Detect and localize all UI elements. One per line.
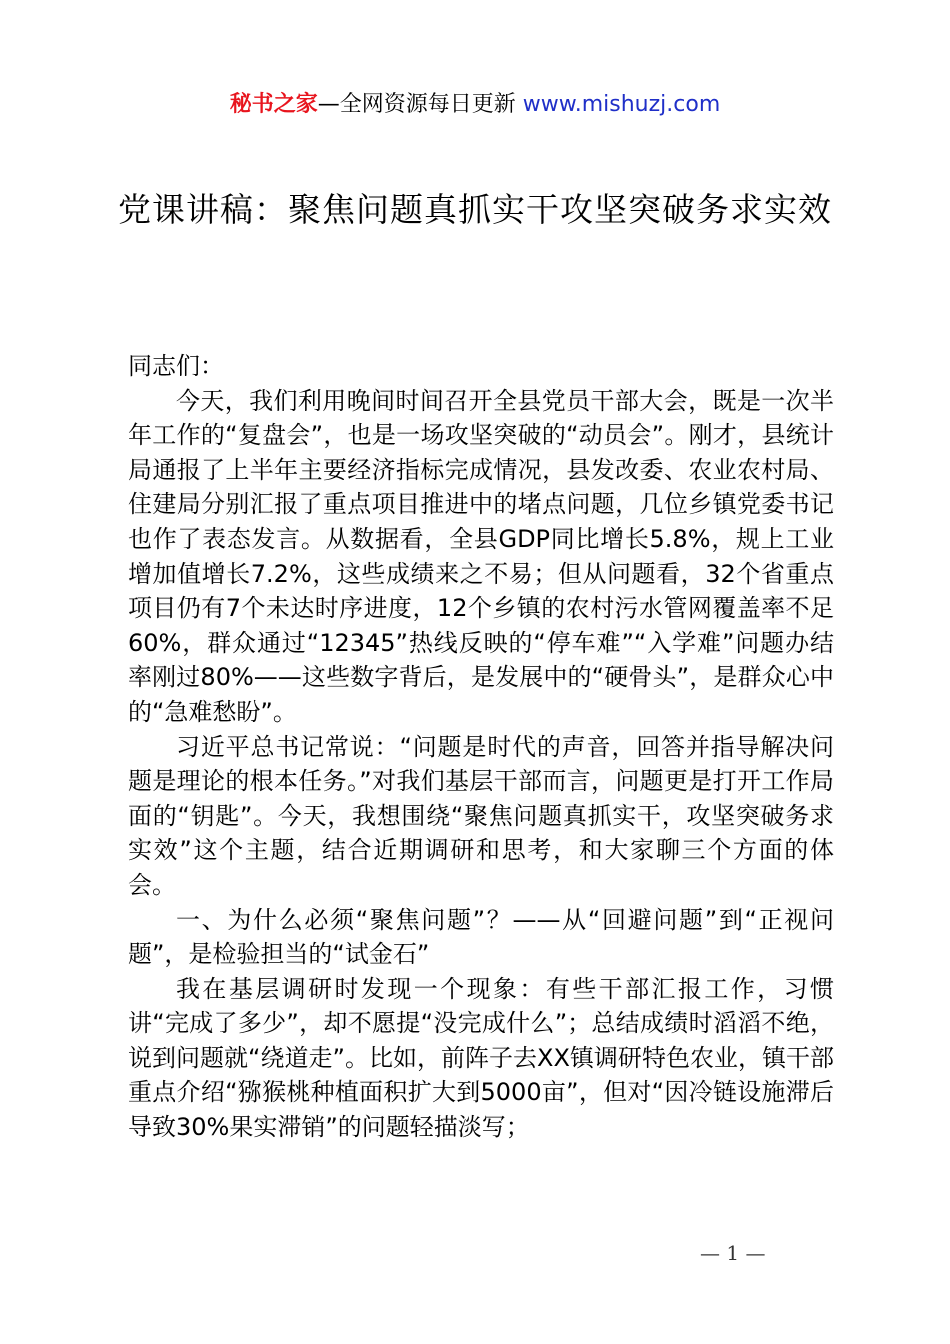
document-body <box>128 349 834 1145</box>
document-title: 党课讲稿：聚焦问题真抓实干攻坚突破务求实效 <box>118 190 832 229</box>
brand-name: 秘书之家 <box>229 92 318 117</box>
paragraph-3: 我在基层调研时发现一个现象：有些干部汇报工作，习惯讲“完成了多少”，却不愿提“没完成什么”；总结成绩时滔滔不绝，说到问题就“绕道走”。比如，前阵子去XX镇调研特色农业，镇干部重点介绍“猕猴桃种植面积扩大到5000亩”，但对“因冷链设施滞后导致30%果实滞销”的问题轻描淡写； <box>128 974 834 1142</box>
salutation: 同志们： <box>128 352 224 380</box>
banner-slogan: —全网资源每日更新 <box>317 92 516 117</box>
section-heading-1: 一、为什么必须“聚焦问题”？——从“回避问题”到“正视问题”，是检验担当的“试金石” <box>128 905 834 969</box>
page-number: — 1 — <box>700 1241 766 1265</box>
site-banner <box>0 88 950 122</box>
paragraph-1: 今天，我们利用晚间时间召开全县党员干部大会，既是一次半年工作的“复盘会”，也是一场攻坚突破的“动员会”。刚才，县统计局通报了上半年主要经济指标完成情况，县发改委、农业农村局、住建局分别汇报了重点项目推进中的堵点问题，几位乡镇党委书记也作了表态发言。从数据看，全县GDP同比增长5.8%，规上工业增加值增长7.2%，这些成绩来之不易；但从问题看，32个省重点项目仍有7个未达时序进度，12个乡镇的农村污水管网覆盖率不足60%，群众通过“12345”热线反映的“停车难”“入学难”问题办结率刚过80%——这些数字背后，是发展中的“硬骨头”，是群众心中的“急难愁盼”。 <box>128 386 834 726</box>
site-url-link[interactable]: www.mishuzj.com <box>522 92 721 117</box>
paragraph-2: 习近平总书记常说：“问题是时代的声音，回答并指导解决问题是理论的根本任务。”对我们基层干部而言，问题更是打开工作局面的“钥匙”。今天，我想围绕“聚焦问题真抓实干，攻坚突破务求实效”这个主题，结合近期调研和思考，和大家聊三个方面的体会。 <box>128 732 834 899</box>
